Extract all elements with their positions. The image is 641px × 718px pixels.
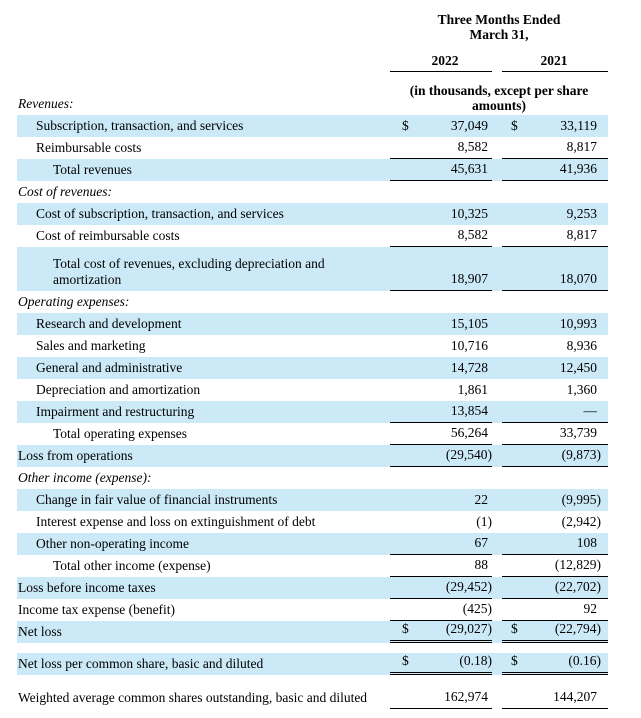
- value-2022: [390, 227, 492, 247]
- amount: 9,253: [566, 206, 597, 221]
- value-2022: [390, 206, 492, 225]
- amount: 45,631: [450, 161, 488, 176]
- dollar-sign: $: [511, 118, 518, 133]
- amount: 33,739: [559, 425, 597, 440]
- period-header: [17, 12, 608, 42]
- table-row-loss-before-income-taxes: [17, 577, 608, 599]
- amount: (22,702): [554, 579, 601, 594]
- dollar-sign: $: [402, 118, 409, 133]
- section-row-cost-of-revenues: [17, 181, 608, 203]
- amount: 1,360: [566, 382, 597, 397]
- table-row-income-tax-expense: [17, 599, 608, 621]
- row-label: Net loss: [18, 624, 62, 639]
- value-2021: [502, 227, 608, 247]
- row-label: Interest expense and loss on extinguishment of debt: [36, 514, 316, 529]
- value-2021: [502, 206, 608, 225]
- amount: (0.16): [568, 653, 601, 668]
- section-header: Cost of revenues:: [18, 184, 112, 199]
- row-label: Reimbursable costs: [36, 140, 142, 155]
- value-2022: [390, 535, 492, 555]
- row-label: Total operating expenses: [53, 426, 188, 441]
- table-row-total-revenues: [17, 159, 608, 181]
- value-2022: [390, 653, 492, 675]
- amount: 162,974: [444, 689, 488, 704]
- year-columns-header: [17, 48, 608, 72]
- value-2021: [502, 338, 608, 357]
- amount: —: [583, 403, 597, 418]
- column-header-2021: 2021: [502, 53, 608, 72]
- table-row-change-fair-value: [17, 489, 608, 511]
- value-2021: [502, 689, 608, 709]
- row-label: Income tax expense (benefit): [18, 602, 176, 617]
- amount: 67: [474, 535, 488, 550]
- value-2021: [502, 492, 608, 511]
- value-2022: [390, 118, 492, 137]
- year-header-spacer: [17, 69, 390, 72]
- value-2021: [502, 621, 608, 643]
- table-row-total-operating-expenses: [17, 423, 608, 445]
- row-label: Impairment and restructuring: [36, 404, 195, 419]
- value-2021: [502, 271, 608, 291]
- value-2021: [502, 514, 608, 533]
- dollar-sign: $: [511, 621, 518, 636]
- table-row-weighted-average-shares: [17, 687, 608, 709]
- dollar-sign: $: [402, 621, 409, 636]
- amount: (29,027): [445, 621, 492, 636]
- value-2021: [502, 557, 608, 577]
- period-title-line1: Three Months Ended: [437, 12, 561, 27]
- amount: 41,936: [559, 161, 597, 176]
- table-row-total-cost-of-revenues: [17, 247, 608, 291]
- value-2021: [502, 447, 608, 467]
- amount: 88: [474, 557, 488, 572]
- amount: 15,105: [450, 316, 488, 331]
- units-note: (in thousands, except per share amounts): [409, 83, 589, 113]
- value-2022: [390, 338, 492, 357]
- value-2022: [390, 316, 492, 335]
- amount: 18,070: [559, 271, 597, 286]
- amount: 8,817: [566, 139, 597, 154]
- row-label: Loss before income taxes: [18, 580, 156, 595]
- period-title-line2: March 31,: [469, 27, 529, 42]
- spacer-row: [17, 643, 608, 653]
- value-2021: [502, 653, 608, 675]
- row-label: Sales and marketing: [36, 338, 146, 353]
- amount: (0.18): [459, 653, 492, 668]
- row-label: Total other income (expense): [53, 558, 211, 573]
- units-note-row: [17, 72, 608, 115]
- amount: 144,207: [553, 689, 597, 704]
- amount: 10,993: [559, 316, 597, 331]
- value-2022: [390, 579, 492, 599]
- value-2022: [390, 161, 492, 181]
- row-label: Total cost of revenues, excluding depreciation and amortization: [53, 256, 325, 287]
- row-label: Total revenues: [53, 162, 132, 177]
- section-row-other-income-expense: [17, 467, 608, 489]
- table-row-net-loss-per-share: [17, 653, 608, 675]
- value-2021: [502, 382, 608, 401]
- table-row-depreciation-amortization: [17, 379, 608, 401]
- value-2021: [502, 601, 608, 621]
- amount: 8,936: [566, 338, 597, 353]
- value-2022: [390, 271, 492, 291]
- amount: (9,873): [561, 447, 601, 462]
- amount: 56,264: [450, 425, 488, 440]
- row-label: Weighted average common shares outstanding, basic and diluted: [18, 690, 368, 705]
- amount: (29,452): [445, 579, 492, 594]
- table-row-total-other-income: [17, 555, 608, 577]
- amount: 92: [583, 601, 597, 616]
- table-row-other-nonoperating-income: [17, 533, 608, 555]
- value-2022: [390, 557, 492, 577]
- value-2022: [390, 621, 492, 643]
- dollar-sign: $: [402, 653, 409, 668]
- amount: (12,829): [554, 557, 601, 572]
- value-2022: [390, 447, 492, 467]
- amount: (2,942): [561, 514, 601, 529]
- section-header: Other income (expense):: [18, 470, 152, 485]
- column-header-2022: 2022: [390, 53, 492, 72]
- amount: 108: [576, 535, 597, 550]
- value-2021: [502, 535, 608, 555]
- amount: (425): [462, 601, 492, 616]
- value-2022: [390, 425, 492, 445]
- value-2021: [502, 403, 608, 423]
- table-row-interest-expense: [17, 511, 608, 533]
- value-2021: [502, 425, 608, 445]
- amount: 12,450: [559, 360, 597, 375]
- table-row-research-development: [17, 313, 608, 335]
- value-2022: [390, 514, 492, 533]
- value-2022: [390, 139, 492, 159]
- amount: 22: [474, 492, 488, 507]
- value-2022: [390, 382, 492, 401]
- value-2021: [502, 139, 608, 159]
- section-row-operating-expenses: [17, 291, 608, 313]
- row-label: Change in fair value of financial instruments: [36, 492, 278, 507]
- row-label: Other non-operating income: [36, 536, 189, 551]
- value-2022: [390, 360, 492, 379]
- row-label: Cost of subscription, transaction, and services: [36, 206, 284, 221]
- table-row-net-loss: [17, 621, 608, 643]
- amount: 18,907: [450, 271, 488, 286]
- table-row-sales-marketing: [17, 335, 608, 357]
- amount: 37,049: [450, 118, 488, 133]
- table-row-reimbursable-costs: [17, 137, 608, 159]
- amount: 33,119: [560, 118, 597, 133]
- spacer-row: [17, 675, 608, 687]
- amount: 10,716: [450, 338, 488, 353]
- amount: (29,540): [445, 447, 492, 462]
- amount: 14,728: [450, 360, 488, 375]
- table-row-cost-reimbursable: [17, 225, 608, 247]
- value-2022: [390, 689, 492, 709]
- value-2021: [502, 360, 608, 379]
- amount: (1): [476, 514, 492, 529]
- row-label: Net loss per common share, basic and diluted: [18, 656, 264, 671]
- amount: 8,817: [566, 227, 597, 242]
- amount: 8,582: [457, 227, 488, 242]
- value-2022: [390, 403, 492, 423]
- amount: 13,854: [450, 403, 488, 418]
- row-label: Subscription, transaction, and services: [36, 118, 244, 133]
- amount: 10,325: [450, 206, 488, 221]
- value-2021: [502, 118, 608, 137]
- table-row-loss-from-operations: [17, 445, 608, 467]
- amount: 1,861: [457, 382, 488, 397]
- table-row-cost-subscription: [17, 203, 608, 225]
- row-label: Depreciation and amortization: [36, 382, 201, 397]
- amount: (9,995): [561, 492, 601, 507]
- row-label: Loss from operations: [18, 448, 133, 463]
- value-2021: [502, 579, 608, 599]
- value-2022: [390, 601, 492, 621]
- value-2021: [502, 316, 608, 335]
- amount: 8,582: [457, 139, 488, 154]
- row-label: Cost of reimbursable costs: [36, 228, 180, 243]
- header-left-spacer: [17, 12, 390, 42]
- table-row-general-administrative: [17, 357, 608, 379]
- table-row-impairment-restructuring: [17, 401, 608, 423]
- row-label: Research and development: [36, 316, 182, 331]
- period-title: [390, 12, 608, 42]
- table-row-subscription-transaction-services: [17, 115, 608, 137]
- value-2022: [390, 492, 492, 511]
- dollar-sign: $: [511, 653, 518, 668]
- row-label: General and administrative: [36, 360, 183, 375]
- value-2021: [502, 161, 608, 181]
- section-header: Operating expenses:: [18, 294, 130, 309]
- section-header-revenues: Revenues:: [18, 96, 74, 111]
- amount: (22,794): [554, 621, 601, 636]
